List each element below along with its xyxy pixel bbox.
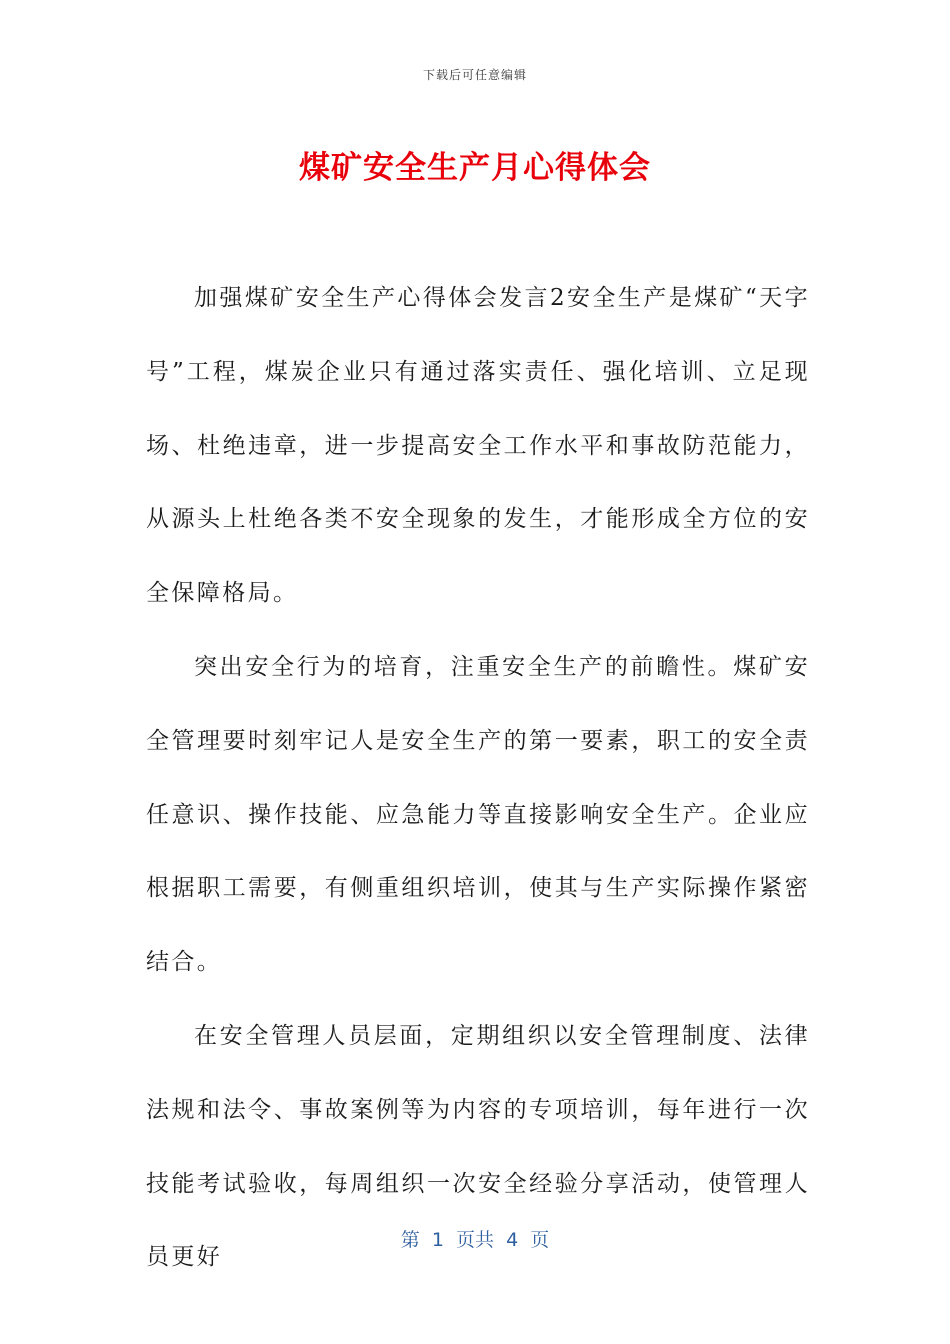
page-header-note: 下载后可任意编辑	[422, 68, 527, 82]
paragraph: 加强煤矿安全生产心得体会发言2安全生产是煤矿“天字号”工程，煤炭企业只有通过落实责任、强化培训、立足现场、杜绝违章，进一步提高安全工作水平和事故防范能力，从源头上杜绝各类不安全现象的发生，才能形成全方位的安全保障格局。	[146, 285, 810, 607]
page-number-footer: 第 1 页共 4 页	[400, 1229, 550, 1251]
page-title: 煤矿安全生产月心得体会	[299, 150, 651, 186]
paragraph: 突出安全行为的培育，注重安全生产的前瞻性。煤矿安全管理要时刻牢记人是安全生产的第一要素，职工的安全责任意识、操作技能、应急能力等直接影响安全生产。企业应根据职工需要，有侧重组织培训，使其与生产实际操作紧密结合。	[146, 653, 810, 976]
paragraph: 在安全管理人员层面，定期组织以安全管理制度、法律法规和法令、事故案例等为内容的专项培训，每年进行一次技能考试验收，每周组织一次安全经验分享活动，使管理人员更好	[146, 1022, 810, 1271]
document-body	[146, 262, 810, 1295]
